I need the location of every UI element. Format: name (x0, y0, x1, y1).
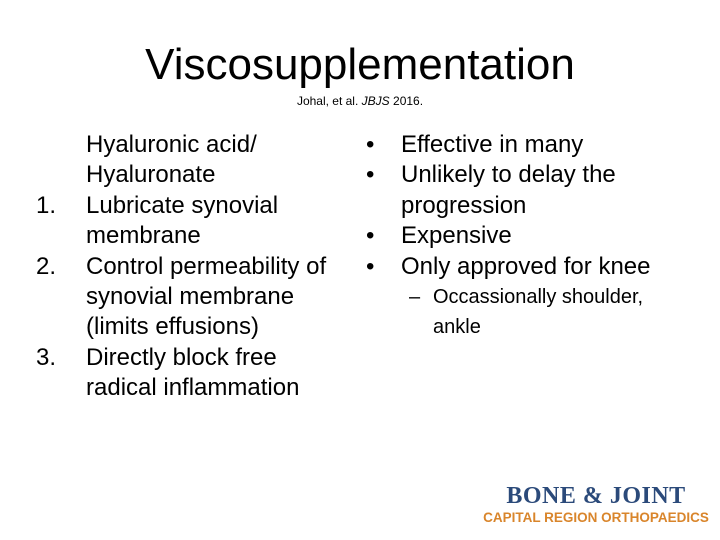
citation-authors: Johal, et al. (296, 94, 359, 108)
logo (480, 478, 712, 528)
numbered-list (36, 191, 346, 404)
bullet-icon: • (366, 222, 375, 250)
left-column (36, 130, 346, 404)
bullet-text: Unlikely to delay the progression (401, 161, 616, 219)
bullet-icon: • (366, 131, 375, 158)
logo-sub-text: CAPITAL REGION ORTHOPAEDICS (483, 510, 709, 525)
dash-icon: – (409, 286, 421, 309)
citation (0, 94, 720, 108)
logo-main-text: BONE & JOINT (506, 483, 686, 509)
citation-year: 2016. (393, 94, 424, 108)
bullet-item (366, 221, 666, 251)
item-text: Control permeability of synovial membrane (limits effusions) (86, 252, 327, 341)
bullet-text: Expensive (401, 222, 512, 250)
slide-title: Viscosupplementation (145, 40, 575, 89)
bullet-text: Effective in many (401, 131, 584, 158)
item-number: 2. (36, 252, 57, 280)
bullet-item (366, 160, 666, 221)
bullet-icon: • (366, 252, 375, 280)
bullet-text: Only approved for knee (401, 252, 651, 280)
item-number: 1. (36, 191, 57, 219)
citation-journal: JBJS (361, 94, 390, 108)
list-item (36, 343, 346, 404)
bullet-icon: • (366, 161, 375, 189)
item-text: Lubricate synovial membrane (86, 191, 279, 250)
right-column (366, 130, 666, 352)
bullet-item (366, 252, 666, 342)
list-item (36, 191, 346, 252)
left-intro: Hyaluronic acid/ Hyaluronate (86, 131, 257, 189)
sub-item-text: Occassionally shoulder, ankle (433, 286, 644, 339)
bullet-list (366, 130, 666, 342)
item-text: Directly block free radical inflammation (86, 343, 300, 402)
item-number: 3. (36, 343, 57, 371)
list-item (36, 252, 346, 343)
sub-list (401, 282, 666, 342)
bullet-item (366, 130, 666, 160)
sub-item (401, 282, 666, 342)
